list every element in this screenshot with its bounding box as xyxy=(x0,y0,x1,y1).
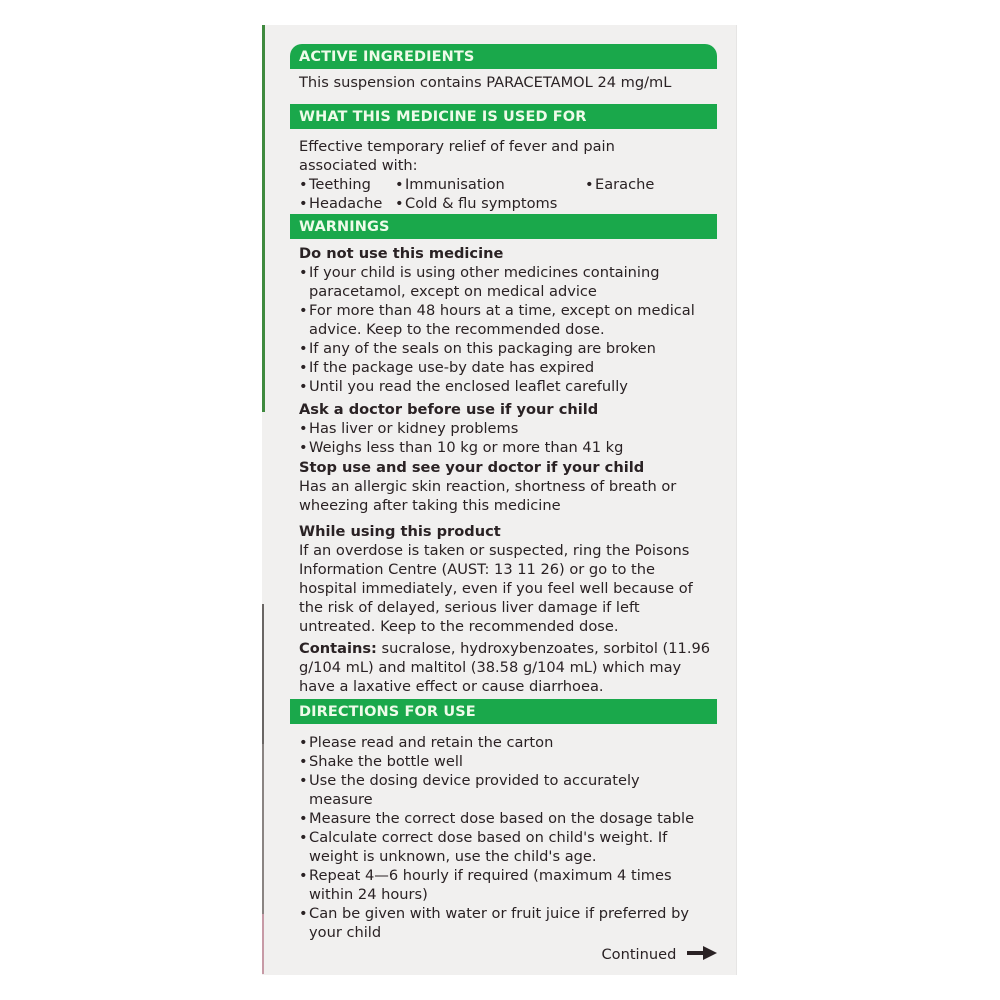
list-item: • Measure the correct dose based on the dosage table xyxy=(299,809,717,828)
used-for-list xyxy=(299,175,717,213)
continued-label: Continued xyxy=(601,946,677,963)
list-item: • Until you read the enclosed leaflet carefully xyxy=(299,377,717,396)
list-item: • Earache xyxy=(585,175,717,194)
list-item: • Cold & flu symptoms xyxy=(395,194,585,213)
active-ingredients-header: ACTIVE INGREDIENTS xyxy=(290,44,717,69)
ask-doctor-heading: Ask a doctor before use if your child xyxy=(299,401,599,418)
used-for-intro-1: Effective temporary relief of fever and pain xyxy=(299,138,615,155)
directions-section xyxy=(290,724,717,942)
list-item: • Repeat 4—6 hourly if required (maximum 4 times within 24 hours) xyxy=(299,866,717,904)
list-item: • Please read and retain the carton xyxy=(299,733,717,752)
list-item: • For more than 48 hours at a time, except on medical advice. Keep to the recommended dose. xyxy=(299,301,717,339)
warnings-section xyxy=(290,239,717,696)
carton-edge-green xyxy=(262,25,265,412)
label-content xyxy=(290,44,717,964)
carton-edge-dark xyxy=(262,604,264,744)
used-for-header: WHAT THIS MEDICINE IS USED FOR xyxy=(290,104,717,129)
directions-header: DIRECTIONS FOR USE xyxy=(290,699,717,724)
while-using-text: If an overdose is taken or suspected, ring the Poisons Information Centre (AUST: 13 11 26) or go to the hospital immediately, even if you feel well because of the risk of delayed, serious liver damage if left untreated. Keep to the recommended dose. xyxy=(299,542,693,635)
list-item: • Immunisation xyxy=(395,175,585,194)
list-item: • Has liver or kidney problems xyxy=(299,419,717,438)
list-item: • If your child is using other medicines containing paracetamol, except on medical advice xyxy=(299,263,717,301)
while-using-heading: While using this product xyxy=(299,523,501,540)
list-item: • Headache xyxy=(299,194,395,213)
contains-label: Contains: xyxy=(299,640,377,657)
stop-use-heading: Stop use and see your doctor if your child xyxy=(299,459,645,476)
list-item: • If any of the seals on this packaging are broken xyxy=(299,339,717,358)
list-item: • Shake the bottle well xyxy=(299,752,717,771)
do-not-use-heading: Do not use this medicine xyxy=(299,245,504,262)
used-for-section xyxy=(290,129,717,213)
continued-indicator xyxy=(290,946,717,964)
list-item: • Teething xyxy=(299,175,395,194)
list-item: • Calculate correct dose based on child's weight. If weight is unknown, use the child's age. xyxy=(299,828,717,866)
carton-edge-dark-lower xyxy=(262,744,264,914)
list-item: • Can be given with water or fruit juice if preferred by your child xyxy=(299,904,717,942)
list-item: • If the package use-by date has expired xyxy=(299,358,717,377)
stop-use-text: Has an allergic skin reaction, shortness of breath or wheezing after taking this medicine xyxy=(299,478,677,514)
contains-value: sucralose, hydroxybenzoates, sorbitol (11.96 g/104 mL) and maltitol (38.58 g/104 mL) which may have a laxative effect or cause diarrhoea. xyxy=(299,640,711,695)
list-item: • Weighs less than 10 kg or more than 41 kg xyxy=(299,438,717,457)
used-for-intro-2: associated with: xyxy=(299,157,418,174)
list-item: • Use the dosing device provided to accurately measure xyxy=(299,771,717,809)
warnings-header: WARNINGS xyxy=(290,214,717,239)
arrow-right-icon xyxy=(687,946,717,964)
carton-edge-red xyxy=(262,914,264,974)
active-ingredients-text: This suspension contains PARACETAMOL 24 mg/mL xyxy=(299,74,672,91)
contains-text xyxy=(299,639,717,696)
